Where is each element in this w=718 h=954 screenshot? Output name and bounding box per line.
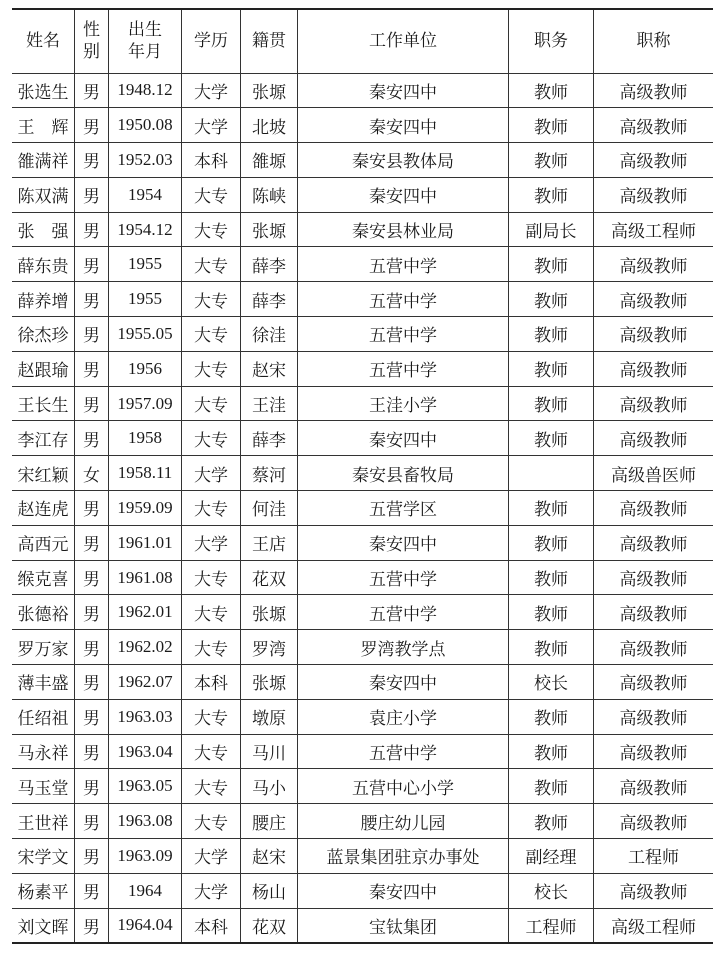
cell-title: 高级教师 bbox=[594, 804, 714, 839]
table-header-row bbox=[12, 9, 713, 73]
cell-name: 刘文晖 bbox=[12, 908, 75, 943]
cell-workplace: 王洼小学 bbox=[298, 386, 509, 421]
cell-education: 本科 bbox=[182, 143, 241, 178]
cell-birth: 1963.09 bbox=[109, 839, 182, 874]
cell-title: 高级兽医师 bbox=[594, 456, 714, 491]
cell-hometown: 薛李 bbox=[241, 282, 298, 317]
header-gender bbox=[75, 9, 109, 73]
cell-birth: 1959.09 bbox=[109, 491, 182, 526]
table-row bbox=[12, 665, 713, 700]
cell-position: 教师 bbox=[509, 282, 594, 317]
cell-birth: 1955 bbox=[109, 282, 182, 317]
table-row bbox=[12, 73, 713, 108]
cell-gender: 男 bbox=[75, 734, 109, 769]
cell-hometown: 北坡 bbox=[241, 108, 298, 143]
cell-gender: 男 bbox=[75, 177, 109, 212]
header-hometown: 籍贯 bbox=[241, 9, 298, 73]
cell-hometown: 张塬 bbox=[241, 212, 298, 247]
cell-name: 李江存 bbox=[12, 421, 75, 456]
cell-name: 赵跟瑜 bbox=[12, 351, 75, 386]
cell-birth: 1961.01 bbox=[109, 525, 182, 560]
cell-title: 高级教师 bbox=[594, 143, 714, 178]
cell-name: 王世祥 bbox=[12, 804, 75, 839]
cell-workplace: 五营中心小学 bbox=[298, 769, 509, 804]
cell-position: 教师 bbox=[509, 177, 594, 212]
cell-education: 大专 bbox=[182, 769, 241, 804]
cell-position: 教师 bbox=[509, 421, 594, 456]
cell-hometown: 何洼 bbox=[241, 491, 298, 526]
table-row bbox=[12, 595, 713, 630]
cell-name: 任绍祖 bbox=[12, 699, 75, 734]
cell-position: 教师 bbox=[509, 351, 594, 386]
cell-name: 陈双满 bbox=[12, 177, 75, 212]
cell-gender: 男 bbox=[75, 108, 109, 143]
table-row bbox=[12, 317, 713, 352]
table-row bbox=[12, 560, 713, 595]
cell-birth: 1955.05 bbox=[109, 317, 182, 352]
table-row bbox=[12, 351, 713, 386]
table-row bbox=[12, 456, 713, 491]
cell-hometown: 杨山 bbox=[241, 873, 298, 908]
header-name: 姓名 bbox=[12, 9, 75, 73]
cell-gender: 男 bbox=[75, 317, 109, 352]
cell-education: 大专 bbox=[182, 317, 241, 352]
cell-workplace: 五营中学 bbox=[298, 317, 509, 352]
cell-position: 教师 bbox=[509, 560, 594, 595]
cell-hometown: 王洼 bbox=[241, 386, 298, 421]
cell-title: 高级教师 bbox=[594, 595, 714, 630]
cell-position: 教师 bbox=[509, 491, 594, 526]
cell-birth: 1950.08 bbox=[109, 108, 182, 143]
cell-position bbox=[509, 456, 594, 491]
cell-title: 高级教师 bbox=[594, 421, 714, 456]
table-row bbox=[12, 177, 713, 212]
cell-birth: 1964.04 bbox=[109, 908, 182, 943]
cell-hometown: 腰庄 bbox=[241, 804, 298, 839]
cell-workplace: 秦安县教体局 bbox=[298, 143, 509, 178]
cell-position: 工程师 bbox=[509, 908, 594, 943]
table-row bbox=[12, 873, 713, 908]
table-row bbox=[12, 386, 713, 421]
cell-name: 高西元 bbox=[12, 525, 75, 560]
cell-workplace: 罗湾教学点 bbox=[298, 630, 509, 665]
cell-education: 大专 bbox=[182, 386, 241, 421]
table-row bbox=[12, 804, 713, 839]
table-row bbox=[12, 108, 713, 143]
cell-workplace: 宝钛集团 bbox=[298, 908, 509, 943]
cell-workplace: 秦安四中 bbox=[298, 73, 509, 108]
cell-birth: 1958.11 bbox=[109, 456, 182, 491]
cell-gender: 男 bbox=[75, 839, 109, 874]
cell-position: 教师 bbox=[509, 734, 594, 769]
cell-birth: 1964 bbox=[109, 873, 182, 908]
cell-workplace: 秦安四中 bbox=[298, 873, 509, 908]
cell-education: 大学 bbox=[182, 873, 241, 908]
header-title: 职称 bbox=[594, 9, 714, 73]
table-row bbox=[12, 282, 713, 317]
header-education: 学历 bbox=[182, 9, 241, 73]
table-row bbox=[12, 839, 713, 874]
cell-position: 教师 bbox=[509, 108, 594, 143]
cell-gender: 男 bbox=[75, 386, 109, 421]
cell-education: 大专 bbox=[182, 595, 241, 630]
staff-table-container bbox=[12, 8, 706, 944]
cell-education: 大专 bbox=[182, 804, 241, 839]
cell-gender: 男 bbox=[75, 143, 109, 178]
cell-education: 本科 bbox=[182, 908, 241, 943]
cell-birth: 1958 bbox=[109, 421, 182, 456]
cell-workplace: 秦安县畜牧局 bbox=[298, 456, 509, 491]
cell-title: 高级工程师 bbox=[594, 212, 714, 247]
table-row bbox=[12, 769, 713, 804]
table-row bbox=[12, 421, 713, 456]
cell-hometown: 蔡河 bbox=[241, 456, 298, 491]
cell-gender: 男 bbox=[75, 282, 109, 317]
cell-position: 副经理 bbox=[509, 839, 594, 874]
cell-workplace: 五营中学 bbox=[298, 351, 509, 386]
cell-gender: 男 bbox=[75, 699, 109, 734]
cell-name: 赵连虎 bbox=[12, 491, 75, 526]
cell-education: 本科 bbox=[182, 665, 241, 700]
cell-gender: 男 bbox=[75, 873, 109, 908]
cell-position: 教师 bbox=[509, 595, 594, 630]
cell-workplace: 腰庄幼儿园 bbox=[298, 804, 509, 839]
cell-hometown: 罗湾 bbox=[241, 630, 298, 665]
cell-name: 张选生 bbox=[12, 73, 75, 108]
cell-workplace: 秦安四中 bbox=[298, 525, 509, 560]
cell-position: 教师 bbox=[509, 73, 594, 108]
table-row bbox=[12, 247, 713, 282]
cell-gender: 男 bbox=[75, 491, 109, 526]
cell-title: 高级教师 bbox=[594, 282, 714, 317]
cell-birth: 1963.05 bbox=[109, 769, 182, 804]
cell-hometown: 花双 bbox=[241, 908, 298, 943]
cell-hometown: 徐洼 bbox=[241, 317, 298, 352]
cell-workplace: 秦安四中 bbox=[298, 665, 509, 700]
cell-position: 教师 bbox=[509, 699, 594, 734]
cell-position: 校长 bbox=[509, 873, 594, 908]
cell-name: 宋红颖 bbox=[12, 456, 75, 491]
table-row bbox=[12, 491, 713, 526]
cell-hometown: 马小 bbox=[241, 769, 298, 804]
staff-table bbox=[12, 8, 713, 944]
cell-hometown: 花双 bbox=[241, 560, 298, 595]
cell-gender: 男 bbox=[75, 560, 109, 595]
cell-position: 教师 bbox=[509, 769, 594, 804]
cell-hometown: 张塬 bbox=[241, 665, 298, 700]
cell-title: 高级教师 bbox=[594, 525, 714, 560]
cell-title: 高级教师 bbox=[594, 177, 714, 212]
cell-birth: 1963.04 bbox=[109, 734, 182, 769]
cell-birth: 1962.02 bbox=[109, 630, 182, 665]
cell-birth: 1962.07 bbox=[109, 665, 182, 700]
cell-birth: 1952.03 bbox=[109, 143, 182, 178]
cell-title: 高级教师 bbox=[594, 247, 714, 282]
cell-gender: 女 bbox=[75, 456, 109, 491]
cell-name: 宋学文 bbox=[12, 839, 75, 874]
header-gender-line2: 别 bbox=[83, 42, 100, 63]
cell-name: 王长生 bbox=[12, 386, 75, 421]
cell-workplace: 五营中学 bbox=[298, 560, 509, 595]
cell-hometown: 王店 bbox=[241, 525, 298, 560]
cell-education: 大专 bbox=[182, 699, 241, 734]
cell-title: 高级教师 bbox=[594, 491, 714, 526]
cell-education: 大专 bbox=[182, 491, 241, 526]
table-row bbox=[12, 734, 713, 769]
cell-name: 马玉堂 bbox=[12, 769, 75, 804]
cell-education: 大专 bbox=[182, 177, 241, 212]
cell-gender: 男 bbox=[75, 595, 109, 630]
cell-position: 教师 bbox=[509, 143, 594, 178]
table-row bbox=[12, 212, 713, 247]
cell-gender: 男 bbox=[75, 908, 109, 943]
cell-workplace: 五营中学 bbox=[298, 282, 509, 317]
cell-name: 张德裕 bbox=[12, 595, 75, 630]
cell-position: 教师 bbox=[509, 386, 594, 421]
header-birth bbox=[109, 9, 182, 73]
header-birth-line2: 年月 bbox=[128, 42, 162, 63]
cell-title: 高级教师 bbox=[594, 769, 714, 804]
cell-name: 罗万家 bbox=[12, 630, 75, 665]
cell-workplace: 袁庄小学 bbox=[298, 699, 509, 734]
cell-education: 大学 bbox=[182, 839, 241, 874]
cell-workplace: 秦安四中 bbox=[298, 421, 509, 456]
cell-name: 徐杰珍 bbox=[12, 317, 75, 352]
table-body bbox=[12, 73, 713, 943]
cell-education: 大学 bbox=[182, 525, 241, 560]
cell-title: 高级教师 bbox=[594, 108, 714, 143]
cell-workplace: 五营学区 bbox=[298, 491, 509, 526]
cell-hometown: 墩原 bbox=[241, 699, 298, 734]
table-row bbox=[12, 525, 713, 560]
cell-birth: 1961.08 bbox=[109, 560, 182, 595]
table-row bbox=[12, 699, 713, 734]
cell-name: 缑克喜 bbox=[12, 560, 75, 595]
cell-education: 大学 bbox=[182, 456, 241, 491]
cell-hometown: 陈峡 bbox=[241, 177, 298, 212]
cell-gender: 男 bbox=[75, 525, 109, 560]
cell-education: 大学 bbox=[182, 73, 241, 108]
cell-gender: 男 bbox=[75, 665, 109, 700]
cell-position: 校长 bbox=[509, 665, 594, 700]
cell-workplace: 秦安四中 bbox=[298, 177, 509, 212]
cell-name: 雒满祥 bbox=[12, 143, 75, 178]
cell-gender: 男 bbox=[75, 351, 109, 386]
cell-position: 教师 bbox=[509, 317, 594, 352]
cell-hometown: 赵宋 bbox=[241, 351, 298, 386]
cell-workplace: 五营中学 bbox=[298, 595, 509, 630]
cell-title: 高级教师 bbox=[594, 734, 714, 769]
cell-name: 薄丰盛 bbox=[12, 665, 75, 700]
cell-name: 张 强 bbox=[12, 212, 75, 247]
cell-birth: 1948.12 bbox=[109, 73, 182, 108]
cell-birth: 1954 bbox=[109, 177, 182, 212]
cell-title: 高级教师 bbox=[594, 699, 714, 734]
cell-gender: 男 bbox=[75, 73, 109, 108]
cell-title: 高级教师 bbox=[594, 630, 714, 665]
cell-position: 教师 bbox=[509, 525, 594, 560]
cell-position: 教师 bbox=[509, 804, 594, 839]
cell-hometown: 马川 bbox=[241, 734, 298, 769]
cell-education: 大专 bbox=[182, 351, 241, 386]
cell-birth: 1962.01 bbox=[109, 595, 182, 630]
cell-birth: 1954.12 bbox=[109, 212, 182, 247]
cell-education: 大专 bbox=[182, 630, 241, 665]
cell-gender: 男 bbox=[75, 247, 109, 282]
table-row bbox=[12, 630, 713, 665]
cell-title: 高级工程师 bbox=[594, 908, 714, 943]
cell-education: 大专 bbox=[182, 212, 241, 247]
cell-education: 大专 bbox=[182, 247, 241, 282]
cell-hometown: 张塬 bbox=[241, 595, 298, 630]
cell-name: 薛养增 bbox=[12, 282, 75, 317]
cell-title: 高级教师 bbox=[594, 386, 714, 421]
cell-education: 大专 bbox=[182, 282, 241, 317]
cell-gender: 男 bbox=[75, 630, 109, 665]
cell-workplace: 五营中学 bbox=[298, 247, 509, 282]
header-position: 职务 bbox=[509, 9, 594, 73]
cell-hometown: 薛李 bbox=[241, 247, 298, 282]
header-birth-line1: 出生 bbox=[128, 20, 162, 41]
table-row bbox=[12, 908, 713, 943]
cell-workplace: 蓝景集团驻京办事处 bbox=[298, 839, 509, 874]
table-row bbox=[12, 143, 713, 178]
cell-birth: 1963.03 bbox=[109, 699, 182, 734]
header-workplace: 工作单位 bbox=[298, 9, 509, 73]
header-gender-line1: 性 bbox=[83, 20, 100, 41]
cell-birth: 1957.09 bbox=[109, 386, 182, 421]
cell-birth: 1963.08 bbox=[109, 804, 182, 839]
cell-position: 副局长 bbox=[509, 212, 594, 247]
cell-workplace: 秦安县林业局 bbox=[298, 212, 509, 247]
cell-title: 高级教师 bbox=[594, 317, 714, 352]
cell-title: 高级教师 bbox=[594, 351, 714, 386]
cell-position: 教师 bbox=[509, 630, 594, 665]
cell-name: 杨素平 bbox=[12, 873, 75, 908]
cell-gender: 男 bbox=[75, 212, 109, 247]
cell-hometown: 薛李 bbox=[241, 421, 298, 456]
cell-birth: 1956 bbox=[109, 351, 182, 386]
cell-title: 高级教师 bbox=[594, 73, 714, 108]
cell-hometown: 雒塬 bbox=[241, 143, 298, 178]
cell-education: 大专 bbox=[182, 560, 241, 595]
cell-birth: 1955 bbox=[109, 247, 182, 282]
cell-gender: 男 bbox=[75, 804, 109, 839]
cell-title: 高级教师 bbox=[594, 665, 714, 700]
cell-name: 薛东贵 bbox=[12, 247, 75, 282]
cell-name: 马永祥 bbox=[12, 734, 75, 769]
cell-gender: 男 bbox=[75, 769, 109, 804]
cell-title: 工程师 bbox=[594, 839, 714, 874]
cell-hometown: 张塬 bbox=[241, 73, 298, 108]
cell-title: 高级教师 bbox=[594, 873, 714, 908]
cell-title: 高级教师 bbox=[594, 560, 714, 595]
cell-education: 大专 bbox=[182, 734, 241, 769]
cell-workplace: 秦安四中 bbox=[298, 108, 509, 143]
cell-gender: 男 bbox=[75, 421, 109, 456]
cell-education: 大专 bbox=[182, 421, 241, 456]
cell-workplace: 五营中学 bbox=[298, 734, 509, 769]
cell-position: 教师 bbox=[509, 247, 594, 282]
cell-hometown: 赵宋 bbox=[241, 839, 298, 874]
cell-name: 王 辉 bbox=[12, 108, 75, 143]
cell-education: 大学 bbox=[182, 108, 241, 143]
